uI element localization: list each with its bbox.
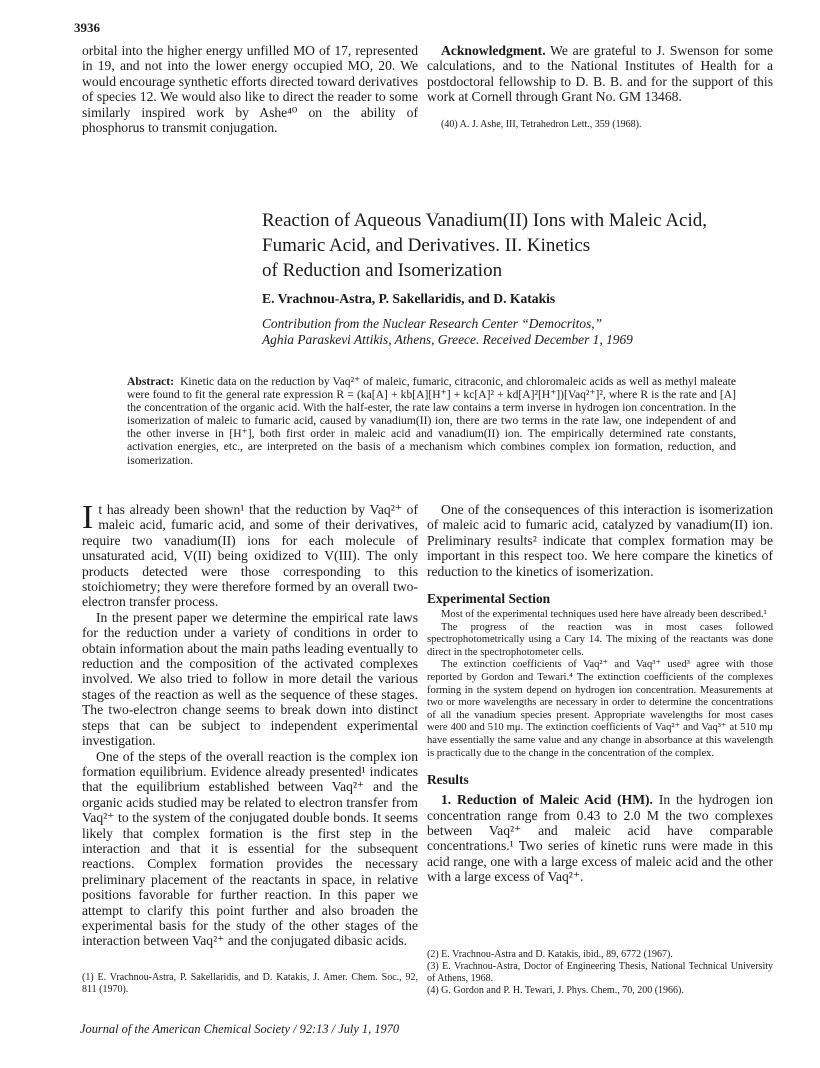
abstract-label: Abstract:	[127, 375, 175, 388]
previous-article-text	[82, 43, 418, 135]
affiliation	[262, 316, 633, 348]
abstract	[127, 375, 736, 467]
intro-paragraph-2: In the present paper we determine the empirical rate laws for the reduction under a variety of conditions in order to obtain information about the main paths leading eventually to reduction and the composition of the activated complexes involved. We also tried to follow in more detail the various stages of the reaction as well as the sequence of these stages. The two-electron change seems to break down into distinct steps that can be subject to independent experimental investigation.	[82, 609, 418, 749]
page-number: 3936	[74, 20, 100, 35]
right-footnotes	[427, 949, 773, 997]
experimental-paragraph-2: The progress of the reaction was in most cases followed spectrophotometrically using a Cary 14. The mixing of the reactants was done direct in the spectrophotometer cells.	[427, 621, 773, 658]
intro-paragraph-1	[82, 499, 418, 610]
acknowledgment-text: We are grateful to J. Swenson for some calculations, and to the National Institutes of Health for a postdoctoral fellowship to D. B. B. and for the support of this work at Cornell through Grant No. GM 13468.	[427, 43, 774, 105]
affiliation-line: Contribution from the Nuclear Research Center “Democritos,”	[262, 316, 603, 331]
footnote-4: (4) G. Gordon and P. H. Tewari, J. Phys. Chem., 70, 200 (1966).	[427, 985, 684, 996]
drop-cap: I	[82, 499, 94, 536]
left-footnotes	[82, 972, 418, 996]
experimental-paragraph-3: The extinction coefficients of Vaq²⁺ and Vaq³⁺ used³ agree with those reported by Gordon and Tewari.⁴ The extinction coefficients of the complexes forming in the system depend on hydrogen ion concentration. Measurements at two or more wavelengths are necessary in order to determine the concentrations of all the vanadium species present. Appropriate wavelengths for most cases were 400 and 510 mμ. The extinction coefficients of Vaq²⁺ and Vaq³⁺ at 510 mμ have essentially the same value and any change in absorbance at this wavelength is practically due to the change in the concentration of the complex.	[427, 659, 773, 759]
left-column	[82, 499, 418, 949]
acknowledgment-block	[427, 43, 773, 131]
previous-article-paragraph: orbital into the higher energy unfilled MO of 17, represented in 19, and not into the lower energy occupied MO, 20. We would encourage synthetic efforts directed toward derivatives of species 12. We would also like to direct the reader to some similarly inspired work by Ashe⁴⁰ on the ability of phosphorus to transmit conjugation.	[82, 43, 418, 136]
right-column	[427, 502, 773, 885]
title-line: of Reduction and Isomerization	[262, 260, 503, 281]
intro-paragraph-3: One of the steps of the overall reaction is the complex ion formation equilibrium. Evidence already presented¹ indicates that the equilibrium established between Vaq²⁺ and the organic acids studied may be related to electron transfer from Vaq²⁺ to the system of the conjugated double bonds. It seems likely that complex formation is the first step in the interaction and that it is essential for the subsequent reactions. Complex formation provides the necessary preliminary placement of the reactants in space, in relative positions favorable for further reaction. In this paper we attempt to clarify this point further and also broaden the experimental basis for the study of the other stages of the interaction between Vaq²⁺ and the conjugated dibasic acids.	[82, 748, 418, 949]
abstract-text: Kinetic data on the reduction by Vaq²⁺ of maleic, fumaric, citraconic, and chloromaleic acids as well as methyl maleate were found to fit the general rate expression R = (ka[A] + kb[A][H⁺] + kc[A]² + kd[A]²[H⁺])[Vaq²⁺]², where R is the rate and [A] the concentration of the organic acid. With the half-ester, the rate law contains a term inverse in hydrogen ion concentration. In the isomerization of maleic to fumaric acid, caused by vanadium(II) ion, there are two terms in the rate law, one independent of and the other inverse in [H⁺], both first order in maleic acid and vanadium(II) ion. The empirically determined rate constants, activation energies, etc., are interpreted on the basis of a mechanism which combines complex ion formation, reduction, and isomerization.	[127, 375, 736, 467]
footnote-3: (3) E. Vrachnou-Astra, Doctor of Engineering Thesis, National Technical University of Athens, 1968.	[427, 961, 773, 984]
intro-paragraph-4: One of the consequences of this interaction is isomerization of maleic acid to fumaric acid, catalyzed by vanadium(II) ion. Preliminary results² indicate that complex formation may be important in this respect too. We here compare the kinetics of reduction to the kinetics of isomerization.	[427, 502, 773, 579]
title-line: Reaction of Aqueous Vanadium(II) Ions with Maleic Acid,	[262, 210, 707, 231]
affiliation-line: Aghia Paraskevi Attikis, Athens, Greece. Received December 1, 1969	[262, 332, 633, 347]
author-list: E. Vrachnou-Astra, P. Sakellaridis, and D. Katakis	[262, 291, 556, 306]
results-text: In the hydrogen ion concentration range from 0.43 to 2.0 M the two complexes between Vaq²⁺ and maleic acid have comparable concentrations.¹ Two series of kinetic runs were made in this acid range, one with a large excess of maleic acid and the other with a large excess of Vaq²⁺.	[427, 792, 774, 885]
acknowledgment-paragraph	[427, 43, 773, 105]
results-paragraph-1	[427, 792, 773, 884]
intro-text-1: t has already been shown¹ that the reduction by Vaq²⁺ of maleic acid, fumaric acid, and some of their derivatives, require two vanadium(II) ions for each molecule of unsaturated acid, V(II) being oxidized to V(III). The only products detected were those corresponding to this stoichiometry; they were therefore formed by an overall two-electron transfer process.	[82, 502, 418, 610]
journal-footer: Journal of the American Chemical Society / 92:13 / July 1, 1970	[80, 1022, 400, 1036]
footnote-40: (40) A. J. Ashe, III, Tetrahedron Lett., 359 (1968).	[441, 118, 642, 130]
results-heading: Results	[427, 772, 469, 788]
title-line: Fumaric Acid, and Derivatives. II. Kinetics	[262, 235, 591, 256]
article-title	[262, 208, 762, 283]
footnote-2: (2) E. Vrachnou-Astra and D. Katakis, ibid., 89, 6772 (1967).	[427, 949, 673, 960]
experimental-paragraph-1: Most of the experimental techniques used here have already been described.¹	[441, 609, 767, 621]
results-subheading: 1. Reduction of Maleic Acid (HM).	[441, 792, 653, 808]
experimental-heading: Experimental Section	[427, 591, 551, 607]
footnote-1: (1) E. Vrachnou-Astra, P. Sakellaridis, and D. Katakis, J. Amer. Chem. Soc., 92, 811 (1970).	[82, 972, 418, 995]
acknowledgment-heading: Acknowledgment.	[441, 43, 546, 58]
